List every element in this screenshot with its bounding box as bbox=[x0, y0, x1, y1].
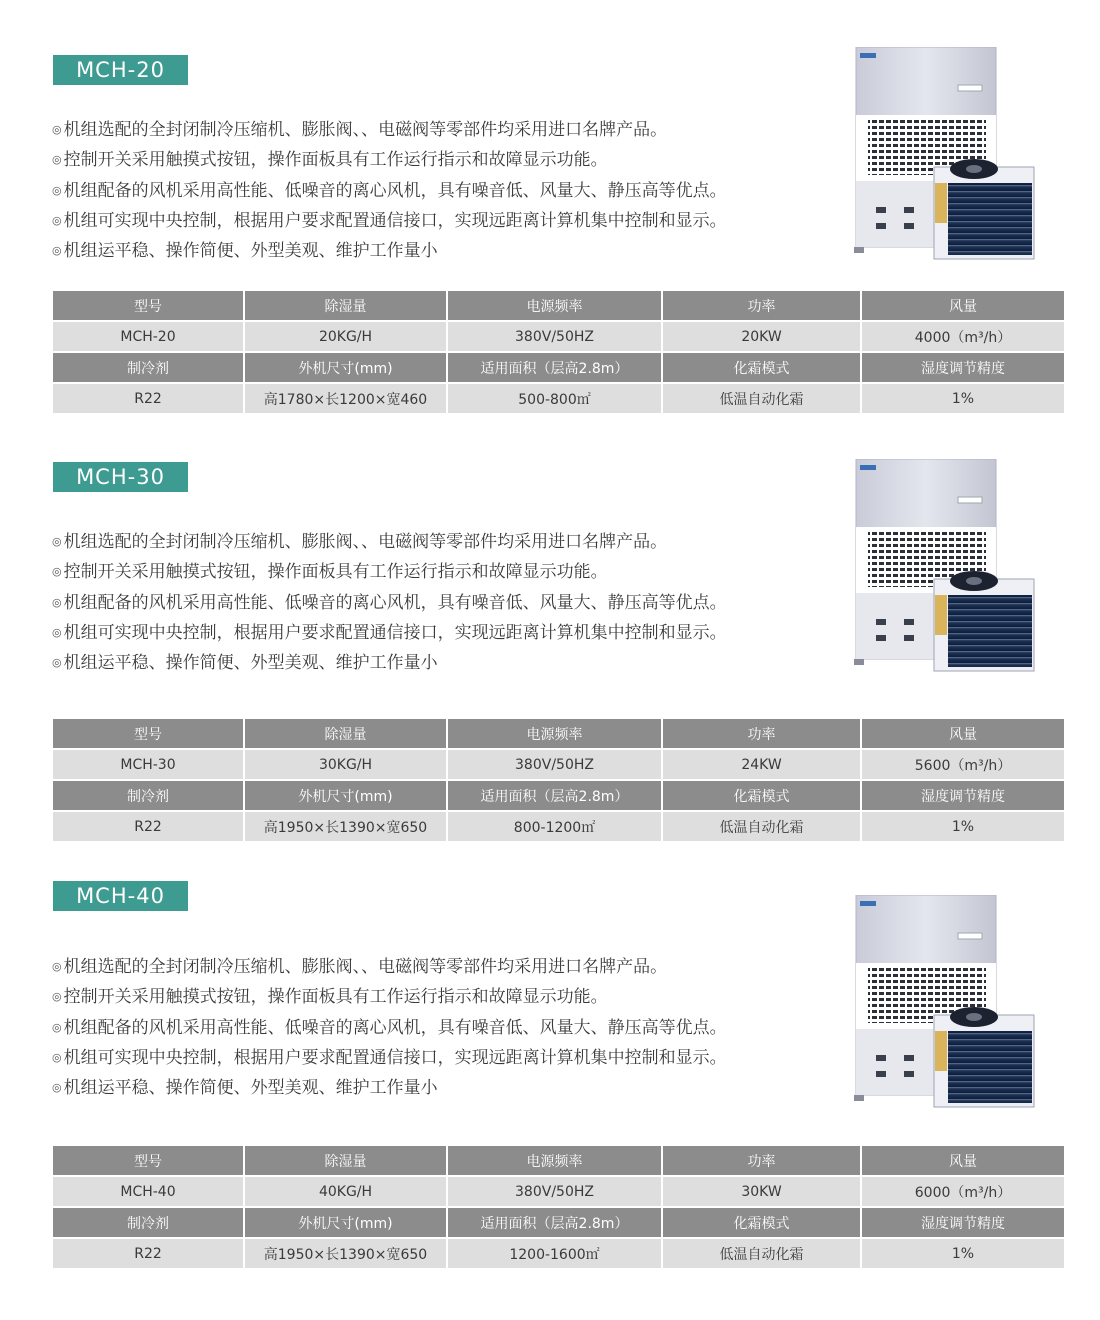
spec-value-cell: 20KW bbox=[662, 321, 861, 352]
spec-header-cell: 功率 bbox=[662, 291, 861, 321]
spec-value-cell: 500-800㎡ bbox=[447, 383, 662, 414]
feature-item: ◎ 机组选配的全封闭制冷压缩机、膨胀阀、、电磁阀等零部件均采用进口名牌产品。 bbox=[52, 953, 727, 983]
spec-value-cell: MCH-30 bbox=[53, 749, 244, 780]
spec-value-cell: 30KG/H bbox=[244, 749, 447, 780]
spec-header-cell: 湿度调节精度 bbox=[861, 1207, 1064, 1238]
spec-header-cell: 型号 bbox=[53, 291, 244, 321]
feature-item: ◎ 机组运平稳、操作简便、外型美观、维护工作量小 bbox=[52, 237, 727, 267]
spec-header-row bbox=[53, 719, 1064, 749]
spec-value-cell: 5600（m³/h） bbox=[861, 749, 1064, 780]
spec-header-row bbox=[53, 780, 1064, 811]
spec-value-cell: 低温自动化霜 bbox=[662, 811, 861, 842]
spec-table bbox=[53, 1146, 1064, 1270]
spec-value-cell: 低温自动化霜 bbox=[662, 383, 861, 414]
spec-header-cell: 除湿量 bbox=[244, 719, 447, 749]
dehumidifier-unit-image bbox=[850, 459, 1040, 674]
spec-header-row bbox=[53, 1207, 1064, 1238]
spec-header-cell: 制冷剂 bbox=[53, 780, 244, 811]
feature-item: ◎ 控制开关采用触摸式按钮，操作面板具有工作运行指示和故障显示功能。 bbox=[52, 983, 727, 1013]
feature-list bbox=[52, 953, 727, 1104]
spec-value-row bbox=[53, 749, 1064, 780]
spec-value-cell: 高1780×长1200×宽460 bbox=[244, 383, 447, 414]
spec-header-cell: 适用面积（层高2.8m） bbox=[447, 1207, 662, 1238]
spec-value-cell: 24KW bbox=[662, 749, 861, 780]
feature-item: ◎ 机组可实现中央控制，根据用户要求配置通信接口，实现远距离计算机集中控制和显示。 bbox=[52, 207, 727, 237]
spec-header-cell: 功率 bbox=[662, 719, 861, 749]
spec-value-cell: R22 bbox=[53, 383, 244, 414]
spec-header-cell: 型号 bbox=[53, 1146, 244, 1176]
spec-header-cell: 适用面积（层高2.8m） bbox=[447, 780, 662, 811]
model-tag: MCH-30 bbox=[53, 462, 188, 492]
spec-header-cell: 型号 bbox=[53, 719, 244, 749]
spec-table bbox=[53, 291, 1064, 415]
feature-item: ◎ 机组配备的风机采用高性能、低噪音的离心风机，具有噪音低、风量大、静压高等优点。 bbox=[52, 589, 727, 619]
spec-header-row bbox=[53, 352, 1064, 383]
spec-header-row bbox=[53, 291, 1064, 321]
spec-header-cell: 电源频率 bbox=[447, 1146, 662, 1176]
spec-header-cell: 功率 bbox=[662, 1146, 861, 1176]
spec-value-cell: 1200-1600㎡ bbox=[447, 1238, 662, 1269]
feature-item: ◎ 机组运平稳、操作简便、外型美观、维护工作量小 bbox=[52, 1074, 727, 1104]
feature-item: ◎ 机组选配的全封闭制冷压缩机、膨胀阀、、电磁阀等零部件均采用进口名牌产品。 bbox=[52, 116, 727, 146]
spec-value-cell: 6000（m³/h） bbox=[861, 1176, 1064, 1207]
spec-header-cell: 适用面积（层高2.8m） bbox=[447, 352, 662, 383]
model-tag: MCH-40 bbox=[53, 881, 188, 911]
spec-value-row bbox=[53, 811, 1064, 842]
spec-value-cell: MCH-40 bbox=[53, 1176, 244, 1207]
dehumidifier-unit-image bbox=[850, 47, 1040, 262]
spec-header-cell: 外机尺寸(mm) bbox=[244, 780, 447, 811]
spec-value-cell: 低温自动化霜 bbox=[662, 1238, 861, 1269]
spec-value-cell: 380V/50HZ bbox=[447, 1176, 662, 1207]
spec-header-cell: 电源频率 bbox=[447, 291, 662, 321]
spec-header-cell: 除湿量 bbox=[244, 1146, 447, 1176]
spec-value-cell: 20KG/H bbox=[244, 321, 447, 352]
spec-value-cell: R22 bbox=[53, 811, 244, 842]
spec-header-cell: 湿度调节精度 bbox=[861, 352, 1064, 383]
spec-value-cell: 4000（m³/h） bbox=[861, 321, 1064, 352]
model-tag: MCH-20 bbox=[53, 55, 188, 85]
spec-header-cell: 电源频率 bbox=[447, 719, 662, 749]
spec-header-row bbox=[53, 1146, 1064, 1176]
feature-item: ◎ 控制开关采用触摸式按钮，操作面板具有工作运行指示和故障显示功能。 bbox=[52, 558, 727, 588]
spec-header-cell: 制冷剂 bbox=[53, 352, 244, 383]
spec-value-cell: 40KG/H bbox=[244, 1176, 447, 1207]
spec-header-cell: 风量 bbox=[861, 1146, 1064, 1176]
feature-item: ◎ 机组配备的风机采用高性能、低噪音的离心风机，具有噪音低、风量大、静压高等优点。 bbox=[52, 177, 727, 207]
dehumidifier-unit-image bbox=[850, 895, 1040, 1110]
feature-list bbox=[52, 116, 727, 267]
spec-header-cell: 风量 bbox=[861, 719, 1064, 749]
feature-list bbox=[52, 528, 727, 679]
spec-header-cell: 化霜模式 bbox=[662, 780, 861, 811]
spec-value-cell: 1% bbox=[861, 383, 1064, 414]
spec-header-cell: 湿度调节精度 bbox=[861, 780, 1064, 811]
feature-item: ◎ 机组选配的全封闭制冷压缩机、膨胀阀、、电磁阀等零部件均采用进口名牌产品。 bbox=[52, 528, 727, 558]
spec-header-cell: 除湿量 bbox=[244, 291, 447, 321]
spec-value-cell: 380V/50HZ bbox=[447, 321, 662, 352]
spec-value-cell: 30KW bbox=[662, 1176, 861, 1207]
spec-header-cell: 外机尺寸(mm) bbox=[244, 352, 447, 383]
spec-value-cell: 800-1200㎡ bbox=[447, 811, 662, 842]
spec-value-cell: MCH-20 bbox=[53, 321, 244, 352]
feature-item: ◎ 机组可实现中央控制，根据用户要求配置通信接口，实现远距离计算机集中控制和显示。 bbox=[52, 619, 727, 649]
feature-item: ◎ 机组配备的风机采用高性能、低噪音的离心风机，具有噪音低、风量大、静压高等优点。 bbox=[52, 1014, 727, 1044]
spec-header-cell: 外机尺寸(mm) bbox=[244, 1207, 447, 1238]
spec-header-cell: 风量 bbox=[861, 291, 1064, 321]
feature-item: ◎ 机组运平稳、操作简便、外型美观、维护工作量小 bbox=[52, 649, 727, 679]
feature-item: ◎ 控制开关采用触摸式按钮，操作面板具有工作运行指示和故障显示功能。 bbox=[52, 146, 727, 176]
spec-table bbox=[53, 719, 1064, 843]
spec-value-cell: 1% bbox=[861, 1238, 1064, 1269]
spec-value-cell: 1% bbox=[861, 811, 1064, 842]
spec-header-cell: 制冷剂 bbox=[53, 1207, 244, 1238]
spec-value-row bbox=[53, 1238, 1064, 1269]
spec-value-row bbox=[53, 383, 1064, 414]
spec-value-row bbox=[53, 321, 1064, 352]
spec-header-cell: 化霜模式 bbox=[662, 352, 861, 383]
feature-item: ◎ 机组可实现中央控制，根据用户要求配置通信接口，实现远距离计算机集中控制和显示。 bbox=[52, 1044, 727, 1074]
spec-value-row bbox=[53, 1176, 1064, 1207]
spec-value-cell: 高1950×长1390×宽650 bbox=[244, 811, 447, 842]
spec-value-cell: R22 bbox=[53, 1238, 244, 1269]
spec-value-cell: 高1950×长1390×宽650 bbox=[244, 1238, 447, 1269]
spec-value-cell: 380V/50HZ bbox=[447, 749, 662, 780]
spec-header-cell: 化霜模式 bbox=[662, 1207, 861, 1238]
